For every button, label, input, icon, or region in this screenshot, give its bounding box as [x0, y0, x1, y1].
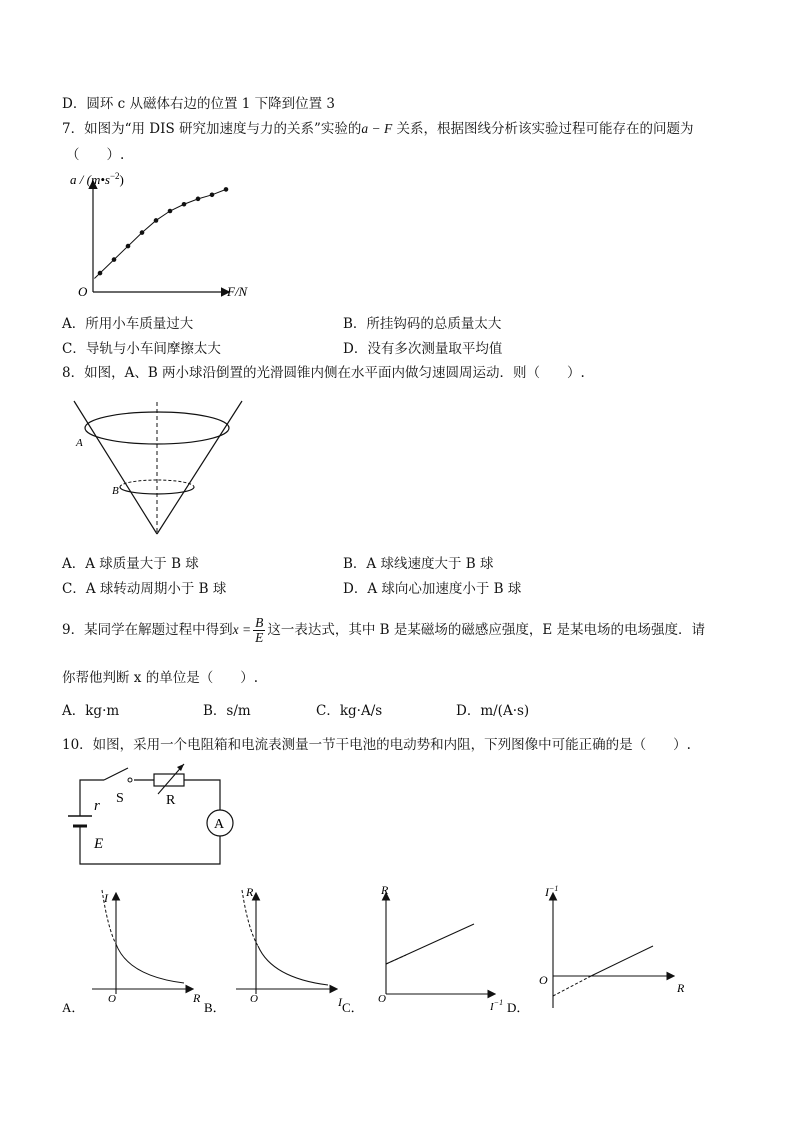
q7-data-point — [168, 209, 173, 214]
q9-frac-den: E — [255, 630, 264, 645]
q9-fraction — [253, 616, 265, 645]
q7-data-point — [182, 202, 187, 207]
q7-data-point — [210, 193, 215, 198]
switch-label: S — [116, 791, 124, 806]
svg-text:O: O — [378, 993, 386, 1005]
q10-graph-b — [202, 884, 342, 1014]
q8-label-b: B — [112, 485, 119, 497]
q9-option-c: C．kg·A/s — [316, 703, 383, 719]
svg-text:R: R — [381, 883, 389, 897]
svg-text:O: O — [108, 993, 116, 1005]
q10-circuit — [62, 758, 252, 868]
q8-option-d: D．A 球向心加速度小于 B 球 — [343, 581, 522, 597]
svg-text:I−1: $I^{-1}$ — [490, 998, 504, 1013]
q10-graph-c — [342, 883, 504, 1015]
q7-x-label: F/N — [227, 284, 248, 299]
q7-stem-var: a − F — [361, 121, 393, 136]
q8-cone-left — [74, 401, 157, 534]
svg-text:I: I — [104, 891, 108, 905]
q7-data-point — [112, 257, 117, 262]
q8-cone-right — [157, 401, 242, 534]
q8-option-b: B．A 球线速度大于 B 球 — [343, 556, 494, 572]
graph-a-curve — [116, 944, 184, 983]
q7-option-c: C．导轨与小车间摩擦太大 — [62, 341, 221, 357]
svg-text:O: O — [250, 993, 258, 1005]
q10-graph-a — [62, 884, 202, 1014]
q8-option-c: C．A 球转动周期小于 B 球 — [62, 581, 227, 597]
q7-stem-text: 7．如图为“用 DIS 研究加速度与力的关系”实验的 — [62, 121, 362, 137]
q7-origin: O — [78, 284, 88, 299]
svg-text:I−1: $I^{-1}$ — [545, 884, 559, 899]
q7-data-point — [154, 218, 159, 223]
circuit-wire-top-right — [184, 780, 220, 810]
q7-data-point — [126, 244, 131, 249]
q9-option-b: B．s/m — [203, 703, 251, 719]
graph-d-line — [591, 946, 653, 976]
q8-label-a: A — [76, 437, 83, 449]
q7-data-point — [224, 187, 229, 192]
rheostat-box — [154, 774, 184, 786]
q9-stem-post: 这一表达式，其中 B 是某磁场的磁感应强度，E 是某电场的电场强度．请 — [267, 622, 705, 638]
q9-stem-line2: 你帮他判断 x 的单位是（ ）. — [62, 670, 258, 686]
svg-text:O: O — [539, 973, 548, 987]
q9-option-d: D．m/(A·s) — [456, 703, 530, 719]
q7-option-b: B．所挂钩码的总质量太大 — [343, 316, 502, 332]
svg-text:D．: D． — [507, 1000, 530, 1015]
q6-option-d: D．圆环 c 从磁体右边的位置 1 下降到位置 3 — [62, 96, 336, 112]
ammeter-label: A — [214, 817, 225, 832]
resistor-label: R — [166, 793, 176, 808]
q7-fit-curve — [94, 189, 226, 278]
q7-data-point — [196, 197, 201, 202]
q7-data-points — [98, 187, 229, 275]
svg-text:I: I — [338, 995, 342, 1009]
q9-frac-num: B — [255, 614, 264, 630]
q7-stem — [62, 117, 694, 137]
switch-blade — [104, 768, 128, 780]
svg-text:R: R — [193, 991, 201, 1005]
q8-option-a: A．A 球质量大于 B 球 — [62, 556, 199, 572]
q8-cone-diagram — [62, 384, 252, 544]
q7-data-point — [98, 271, 103, 276]
svg-text:R: R — [677, 981, 685, 995]
q8-stem: 8．如图，A、B 两小球沿倒置的光滑圆锥内侧在水平面内做匀速圆周运动．则（ ）. — [62, 365, 585, 381]
q9-option-a: A．kg·m — [62, 703, 120, 719]
q7-stem-text-end: 关系，根据图线分析该实验过程可能存在的问题为 — [392, 121, 694, 137]
q10-stem: 10．如图，采用一个电阻箱和电流表测量一节干电池的电动势和内阻，下列图像中可能正确的是（ ）. — [62, 737, 691, 753]
emf-label: E — [94, 836, 104, 852]
svg-text:R: R — [246, 885, 254, 899]
q7-stem-paren: （ ）. — [66, 147, 125, 163]
circuit-wire-top-left — [80, 780, 104, 816]
graph-c-line — [386, 924, 474, 964]
internal-r-label: r — [94, 798, 100, 814]
q9-stem-pre: 9．某同学在解题过程中得到 — [62, 622, 233, 638]
q7-y-label: a / $(m•s^{-2})$ — [70, 171, 124, 187]
q10-graph-d — [497, 884, 697, 1014]
graph-b-curve — [258, 946, 328, 985]
q7-data-point — [140, 230, 145, 235]
q7-option-a: A．所用小车质量过大 — [62, 316, 194, 332]
svg-text:A．: A． — [62, 1000, 85, 1015]
svg-text:C．: C． — [342, 1000, 364, 1015]
q9-x-eq: x = — [232, 622, 252, 637]
q7-graph — [62, 168, 262, 308]
q7-option-d: D．没有多次测量取平均值 — [343, 341, 503, 357]
graph-d-dashed — [553, 976, 591, 996]
q9-stem — [62, 612, 705, 648]
svg-text:B．: B． — [204, 1000, 226, 1015]
